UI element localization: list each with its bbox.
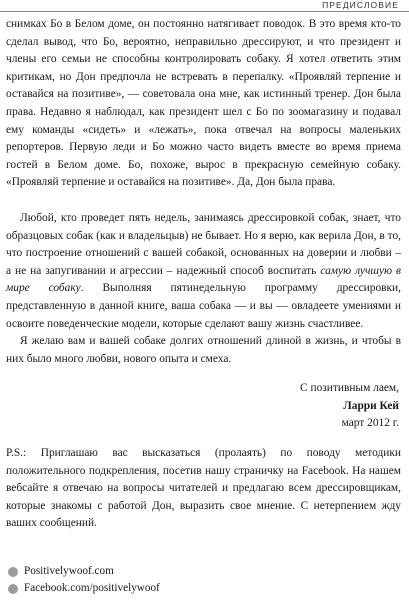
bullet-dot-icon xyxy=(8,584,18,594)
paragraph-gap xyxy=(0,192,409,210)
page-body xyxy=(0,16,409,533)
paragraph-2-emphasis: самую лучшую в мире собаку xyxy=(6,264,401,295)
paragraph-1: снимках Бо в Белом доме, он постоянно натягивает поводок. В это время кто-то сделал вывод, что Бо, вероятно, неправильно дрессируют, и что президент и члены его семьи не способны контролировать собаку. Я хотел ответить этим критикам, но Дон предпочла не встревать в перепалку. «Проявляй терпение и оставайся на позитиве», — советовала она мне, как истинный тренер. Дон была права. Недавно я наблюдал, как президент шел с Бо по зоомагазину и подавал ему команды «сидеть» и «лежать», пока отвечал на вопросы маленьких репортеров. Первую леди и Бо можно часто видеть вместе во время приема гостей в Белом доме. Бо, похоже, вырос в прекрасную семейную собаку. «Проявляй терпение и оставайся на позитиве». Да, Дон была права. xyxy=(6,18,401,189)
signature-name: Ларри Кей xyxy=(343,399,399,412)
signature-closing: С позитивным лаем, xyxy=(300,382,399,395)
signature-date: март 2012 г. xyxy=(341,417,399,430)
link-item-facebook[interactable] xyxy=(8,580,160,597)
link-website[interactable]: Positivelywoof.com xyxy=(24,565,114,577)
signature-gap xyxy=(0,368,409,380)
header-rule xyxy=(0,11,409,12)
link-list xyxy=(8,563,160,597)
running-header xyxy=(0,0,409,12)
paragraph-3: Я желаю вам и вашей собаке долгих отношений длиной в жизнь, и чтобы в них было много любви, нового опыта и смеха. xyxy=(6,335,401,365)
section-title: ПРЕДИСЛОВИЕ xyxy=(322,0,399,10)
postscript: P.S.: Приглашаю вас высказаться (пролаять) по поводу методики положительного подкрепления, посетив нашу страничку на Facebook. На нашем вебсайте я отвечаю на вопросы читателей и предлагаю всем дрессировщикам, которые знакомы с работой Дон, выразить свое мнение. С нетерпением жду ваших сообщений. xyxy=(6,447,401,530)
paragraph-2-end: . Выполняя пятинедельную программу дрессировки, представленную в данной книге, ваша собака — и вы — овладеете умениями и освоите поведенческие модели, которые сделают вашу жизнь счастливее. xyxy=(6,282,401,330)
ps-gap xyxy=(0,433,409,445)
link-facebook[interactable]: Facebook.com/positivelywoof xyxy=(24,582,160,594)
bullet-dot-icon xyxy=(8,567,18,577)
paragraph-2 xyxy=(0,210,409,333)
paragraph-2-start: Любой, кто проведет пять недель, занимаясь дрессировкой собак, знает, что образцовых собак (как и владельцыв) не бывает. Но я верю, как верила Дон, в то, что построение отношений с вашей собакой, основанных на доверии и любви – а не на запугивании и агрессии – надежный способ воспитать xyxy=(6,211,401,277)
link-item-website[interactable] xyxy=(8,563,160,580)
